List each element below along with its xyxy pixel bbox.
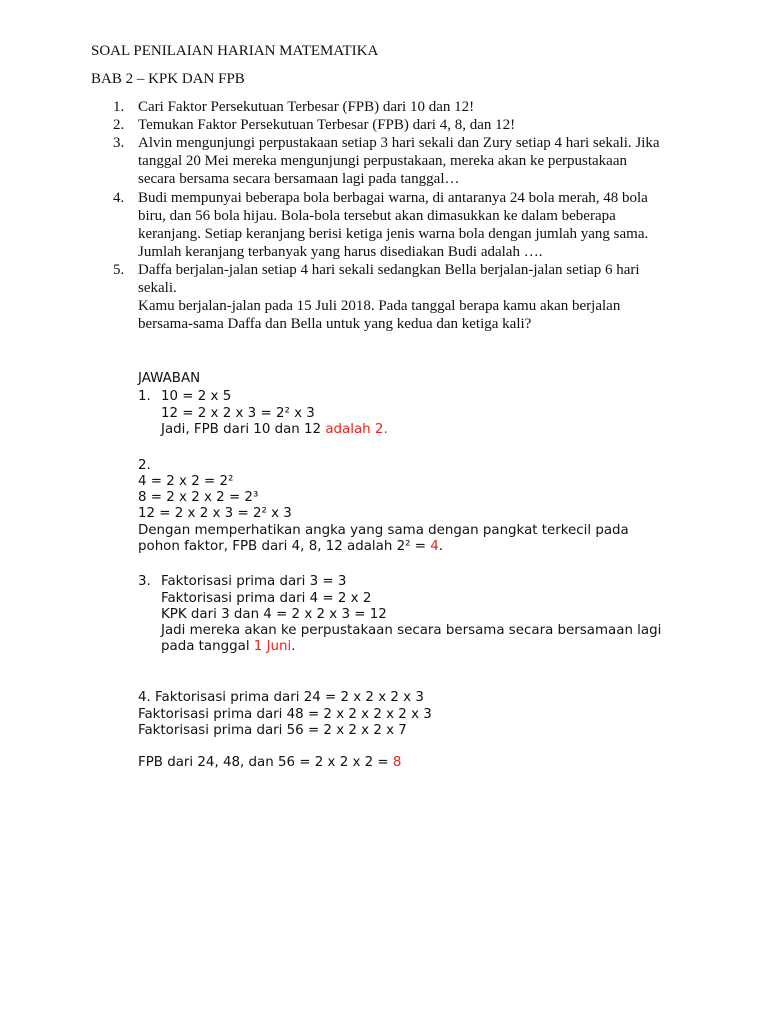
answer-line: 12 = 2 x 2 x 3 = 2² x 3 — [138, 506, 292, 521]
answer-number: 3. — [138, 574, 151, 589]
question-text: keranjang. Setiap keranjang berisi ketiga jenis warna bola dengan jumlah yang sama. — [138, 226, 649, 242]
answer-text: FPB dari 24, 48, dan 56 = 2 x 2 x 2 = — [138, 755, 393, 770]
question-number: 1. — [113, 99, 125, 115]
question-text: biru, dan 56 bola hijau. Bola-bola tersebut akan dimasukkan ke dalam beberapa — [138, 208, 616, 224]
question-text: secara bersama secara bersamaan lagi pada tanggal… — [138, 171, 460, 187]
answer-highlight: 8 — [392, 755, 402, 770]
answer-text: . — [438, 539, 444, 554]
answer-line: 10 = 2 x 5 — [161, 389, 232, 404]
answer-text: pada tanggal — [161, 639, 254, 654]
answer-text: pohon faktor, FPB dari 4, 8, 12 adalah 2² = — [138, 539, 431, 554]
answer-text: Jadi, FPB dari 10 dan 12 — [161, 422, 326, 437]
answer-line: 8 = 2 x 2 x 2 = 2³ — [138, 490, 259, 505]
question-text: Kamu berjalan-jalan pada 15 Juli 2018. Pada tanggal berapa kamu akan berjalan — [138, 298, 621, 314]
question-text: sekali. — [138, 280, 177, 296]
answer-line — [138, 755, 401, 770]
question-text: Cari Faktor Persekutuan Terbesar (FPB) dari 10 dan 12! — [138, 99, 475, 115]
answer-number: 2. — [138, 458, 151, 473]
answer-highlight: 1 Juni — [253, 639, 292, 654]
answer-line: Dengan memperhatikan angka yang sama dengan pangkat terkecil pada — [138, 523, 629, 538]
answer-line: Faktorisasi prima dari 3 = 3 — [161, 574, 347, 589]
question-number: 2. — [113, 117, 125, 133]
answer-text: . — [291, 639, 296, 654]
answer-line — [138, 539, 443, 554]
answer-line: Jadi mereka akan ke perpustakaan secara bersama secara bersamaan lagi — [161, 623, 662, 638]
question-text: Jumlah keranjang terbanyak yang harus disediakan Budi adalah …. — [138, 244, 543, 260]
answer-number: 1. — [138, 389, 151, 404]
question-text: bersama-sama Daffa dan Bella untuk yang kedua dan ketiga kali? — [138, 316, 532, 332]
answer-highlight: 4 — [430, 539, 439, 554]
answer-line — [161, 639, 295, 654]
chapter-heading: BAB 2 – KPK DAN FPB — [91, 71, 245, 87]
question-text: Budi mempunyai beberapa bola berbagai warna, di antaranya 24 bola merah, 48 bola — [138, 190, 648, 206]
question-number: 3. — [113, 135, 125, 151]
answer-line: 4 = 2 x 2 = 2² — [138, 474, 234, 489]
answer-highlight: adalah 2. — [325, 422, 388, 437]
question-text: Alvin mengunjungi perpustakaan setiap 3 hari sekali dan Zury setiap 4 hari sekali. Jika — [138, 135, 660, 151]
question-text: tanggal 20 Mei mereka mengunjungi perpustakaan, mereka akan ke perpustakaan — [138, 153, 627, 169]
answer-line: 12 = 2 x 2 x 3 = 2² x 3 — [161, 406, 315, 421]
answers-heading: JAWABAN — [138, 371, 201, 386]
answer-line: Faktorisasi prima dari 56 = 2 x 2 x 2 x 7 — [138, 723, 407, 738]
question-text: Daffa berjalan-jalan setiap 4 hari sekali sedangkan Bella berjalan-jalan setiap 6 hari — [138, 262, 640, 278]
answer-line: 4. Faktorisasi prima dari 24 = 2 x 2 x 2 x 3 — [138, 690, 424, 705]
answer-line — [161, 422, 388, 437]
answer-line: Faktorisasi prima dari 48 = 2 x 2 x 2 x 2 x 3 — [138, 707, 432, 722]
document-title: SOAL PENILAIAN HARIAN MATEMATIKA — [91, 43, 379, 59]
question-number: 5. — [113, 262, 125, 278]
question-number: 4. — [113, 190, 125, 206]
answer-line: Faktorisasi prima dari 4 = 2 x 2 — [161, 591, 372, 606]
answer-line: KPK dari 3 dan 4 = 2 x 2 x 3 = 12 — [161, 607, 387, 622]
question-text: Temukan Faktor Persekutuan Terbesar (FPB) dari 4, 8, dan 12! — [138, 117, 516, 133]
